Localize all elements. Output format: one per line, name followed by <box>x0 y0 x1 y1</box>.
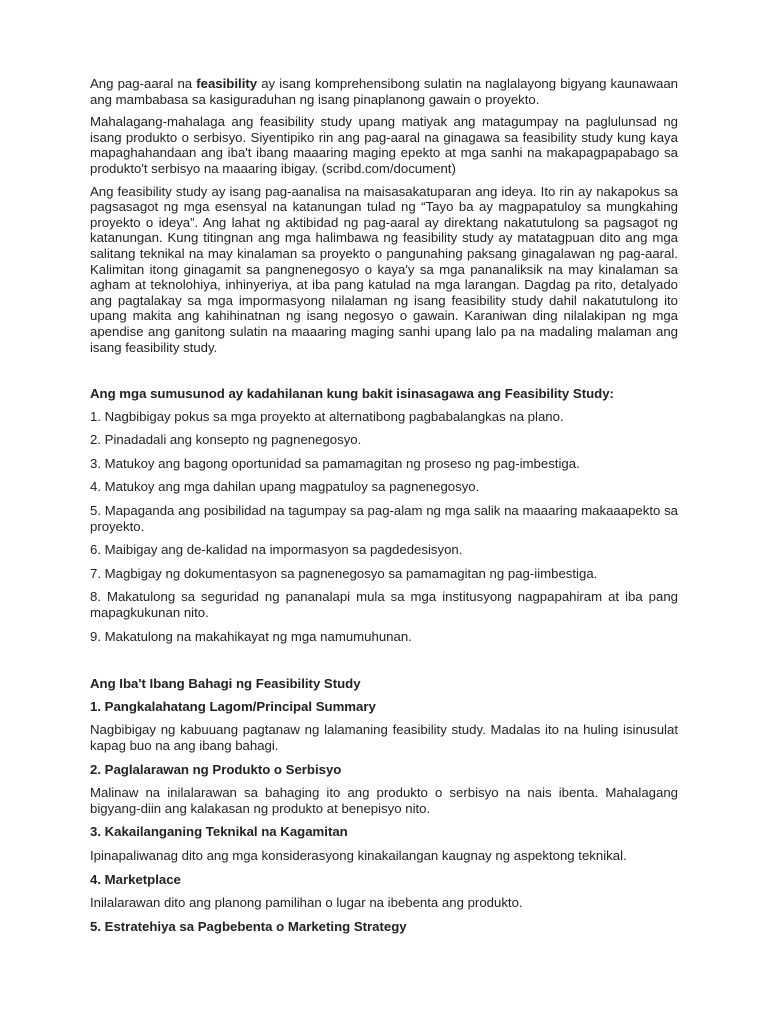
section-title: 4. Marketplace <box>90 871 181 887</box>
parts-section-3 <box>90 824 678 863</box>
parts-section-5 <box>90 919 678 935</box>
section-spacer <box>90 362 678 386</box>
intro-p1-bold-term: feasibility <box>196 76 258 91</box>
parts-section-4 <box>90 872 678 911</box>
section-title: 5. Estratehiya sa Pagbebenta o Marketing Strategy <box>90 918 407 934</box>
parts-section-1 <box>90 699 678 754</box>
reasons-list <box>90 409 678 645</box>
list-item: 7. Magbigay ng dokumentasyon sa pagnenegosyo sa pamamagitan ng pag-iimbestiga. <box>90 565 598 581</box>
list-item: 1. Nagbibigay pokus sa mga proyekto at alternatibong pagbabalangkas na plano. <box>90 408 564 424</box>
list-item: 2. Pinadadali ang konsepto ng pagnenegosyo. <box>90 432 362 448</box>
list-item: 5. Mapaganda ang posibilidad na tagumpay sa pag-alam ng mga salik na maaaring makaaapekto sa proyekto. <box>90 503 678 534</box>
section-spacer <box>90 652 678 676</box>
section-body: Malinaw na inilalarawan sa bahaging ito ang produkto o serbisyo na nais ibenta. Mahalagang bigyang-diin ang kalakasan ng produkto at benepisyo nito. <box>90 785 678 816</box>
section-body: Ipinapaliwanag dito ang mga konsiderasyong kinakailangan kaugnay ng aspektong teknikal. <box>90 847 627 863</box>
intro-paragraph-3: Ang feasibility study ay isang pag-aanalisa na maisasakatuparan ang ideya. Ito rin ay nakapokus sa pagsasagot ng mga esensyal na katanungan tulad ng “Tayo ba ay magpapatuloy sa mungkahing proyekto o ideya”. Ang lahat ng aktibidad ng pag-aaral ay direktang nakatutulong sa pagsagot ng katanungan. Kung titingnan ang mga halimbawa ng feasibility study ay matatagpuan dito ang mga salitang teknikal na may kinalaman sa proyekto o pangunahing paksang ginagalawan ng pag-aaral. Kalimitan itong ginagamit sa pangnenegosyo o kaya'y sa mga pananaliksik na may kinalaman sa agham at teknolohiya, inhinyeriya, at iba pang katulad na mga larangan. Dagdag pa rito, detalyado ang pagtalakay sa mga impormasyong nilalaman ng isang feasibility study dahil nakatutulong ito upang makita ang kahihinatnan ng isang negosyo o gawain. Karaniwan ding nilalakipan ng mga apendise ang ganitong sulatin na maaaring maging sanhi upang lalo pa na madaling malaman ang isang feasibility study. <box>90 183 678 355</box>
list-item: 9. Makatulong na makahikayat ng mga namumuhunan. <box>90 628 412 644</box>
document-page <box>90 76 678 942</box>
list-item: 3. Matukoy ang bagong oportunidad sa pamamagitan ng proseso ng pag-imbestiga. <box>90 455 580 471</box>
intro-p1-after: ay isang komprehensibong sulatin na naglalayong bigyang kaunawaan ang mambabasa sa kasiguraduhan ng isang pinaplanong gawain o proyekto. <box>90 76 679 107</box>
section-title: 3. Kakailanganing Teknikal na Kagamitan <box>90 824 348 840</box>
section-title: 2. Paglalarawan ng Produkto o Serbisyo <box>90 761 342 777</box>
reasons-heading: Ang mga sumusunod ay kadahilanan kung bakit isinasagawa ang Feasibility Study: <box>90 386 614 402</box>
list-item: 4. Matukoy ang mga dahilan upang magpatuloy sa pagnenegosyo. <box>90 479 480 495</box>
section-body: Inilalarawan dito ang planong pamilihan o lugar na ibebenta ang produkto. <box>90 895 523 911</box>
intro-p1-before: Ang pag-aaral na <box>90 76 197 91</box>
list-item: 6. Maibigay ang de-kalidad na impormasyon sa pagdedesisyon. <box>90 542 463 558</box>
parts-heading: Ang Iba't Ibang Bahagi ng Feasibility Study <box>90 676 361 692</box>
section-title: 1. Pangkalahatang Lagom/Principal Summary <box>90 698 376 714</box>
intro-paragraph-1 <box>90 76 678 107</box>
list-item: 8. Makatulong sa seguridad ng pananalapi mula sa mga institusyong nagpapahiram at iba pang mapagkukunan nito. <box>90 589 678 621</box>
section-body: Nagbibigay ng kabuuang pagtanaw ng lalamaning feasibility study. Madalas ito na huling isinusulat kapag buo na ang ibang bahagi. <box>90 722 678 753</box>
parts-section-2 <box>90 762 678 817</box>
intro-paragraph-2: Mahalagang-mahalaga ang feasibility study upang matiyak ang matagumpay na paglulunsad ng isang produkto o serbisyo. Siyentipiko rin ang pag-aaral na ginagawa sa feasibility study kung kaya mapaghahandaan ang iba't ibang maaaring maging epekto at mga sanhi na makapagpapabago sa produkto't serbisyo na maaaring ibigay. (scribd.com/document) <box>90 114 678 176</box>
